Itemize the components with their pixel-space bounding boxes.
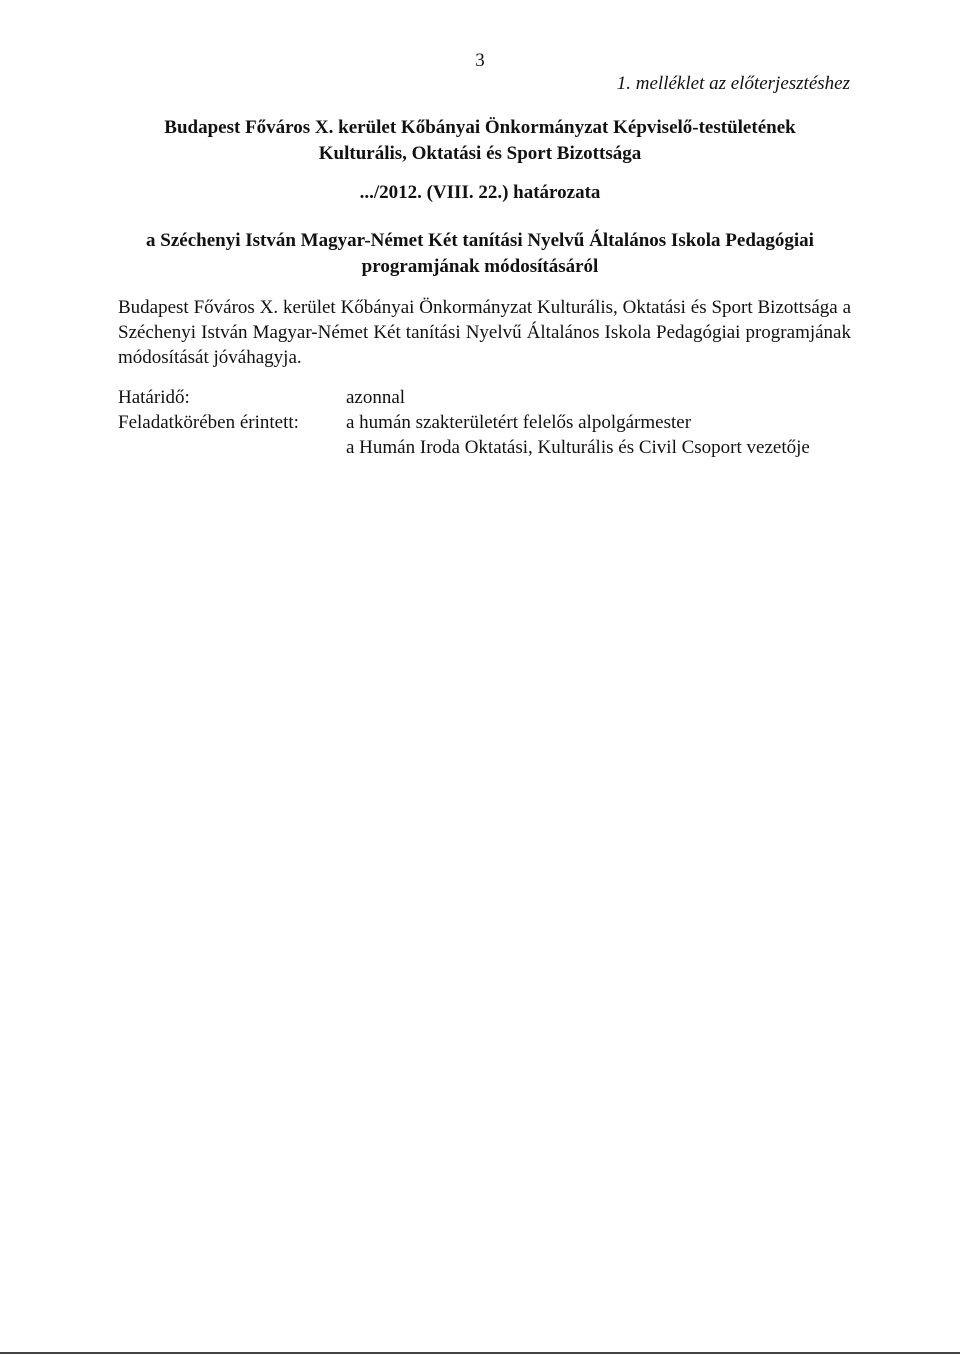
resolution-subject-line-2: programjának módosításáról (361, 256, 599, 277)
responsible-label: Feladatkörében érintett: (118, 412, 299, 433)
deadline-block (118, 385, 851, 460)
org-heading-line-1: Budapest Főváros X. kerület Kőbányai Önkormányzat Képviselő-testületének (164, 117, 796, 138)
annex-note: 1. melléklet az előterjesztéshez (616, 73, 850, 94)
responsible-value-2: a Humán Iroda Oktatási, Kulturális és Civil Csoport vezetője (346, 437, 810, 458)
resolution-body-paragraph: Budapest Főváros X. kerület Kőbányai Önkormányzat Kulturális, Oktatási és Sport Bizottsága a Széchenyi István Magyar-Német Két tanítási Nyelvű Általános Iskola Pedagógiai programjának módosítását jóváhagyja. (118, 297, 851, 368)
org-heading (0, 115, 960, 167)
responsible-row-2 (118, 435, 851, 460)
responsible-value-1: a humán szakterületért felelős alpolgármester (346, 412, 692, 433)
bottom-rule (0, 1352, 960, 1354)
deadline-row (118, 385, 851, 410)
org-heading-line-2: Kulturális, Oktatási és Sport Bizottsága (318, 143, 642, 164)
resolution-number: .../2012. (VIII. 22.) határozata (359, 182, 601, 203)
deadline-label: Határidő: (118, 387, 190, 408)
resolution-subject (0, 228, 960, 280)
resolution-subject-line-1: a Széchenyi István Magyar-Német Két tanítási Nyelvű Általános Iskola Pedagógiai (146, 230, 814, 251)
page-number: 3 (475, 50, 485, 71)
deadline-value: azonnal (346, 387, 406, 408)
responsible-row (118, 410, 851, 435)
responsible-label-spacer (118, 435, 346, 460)
